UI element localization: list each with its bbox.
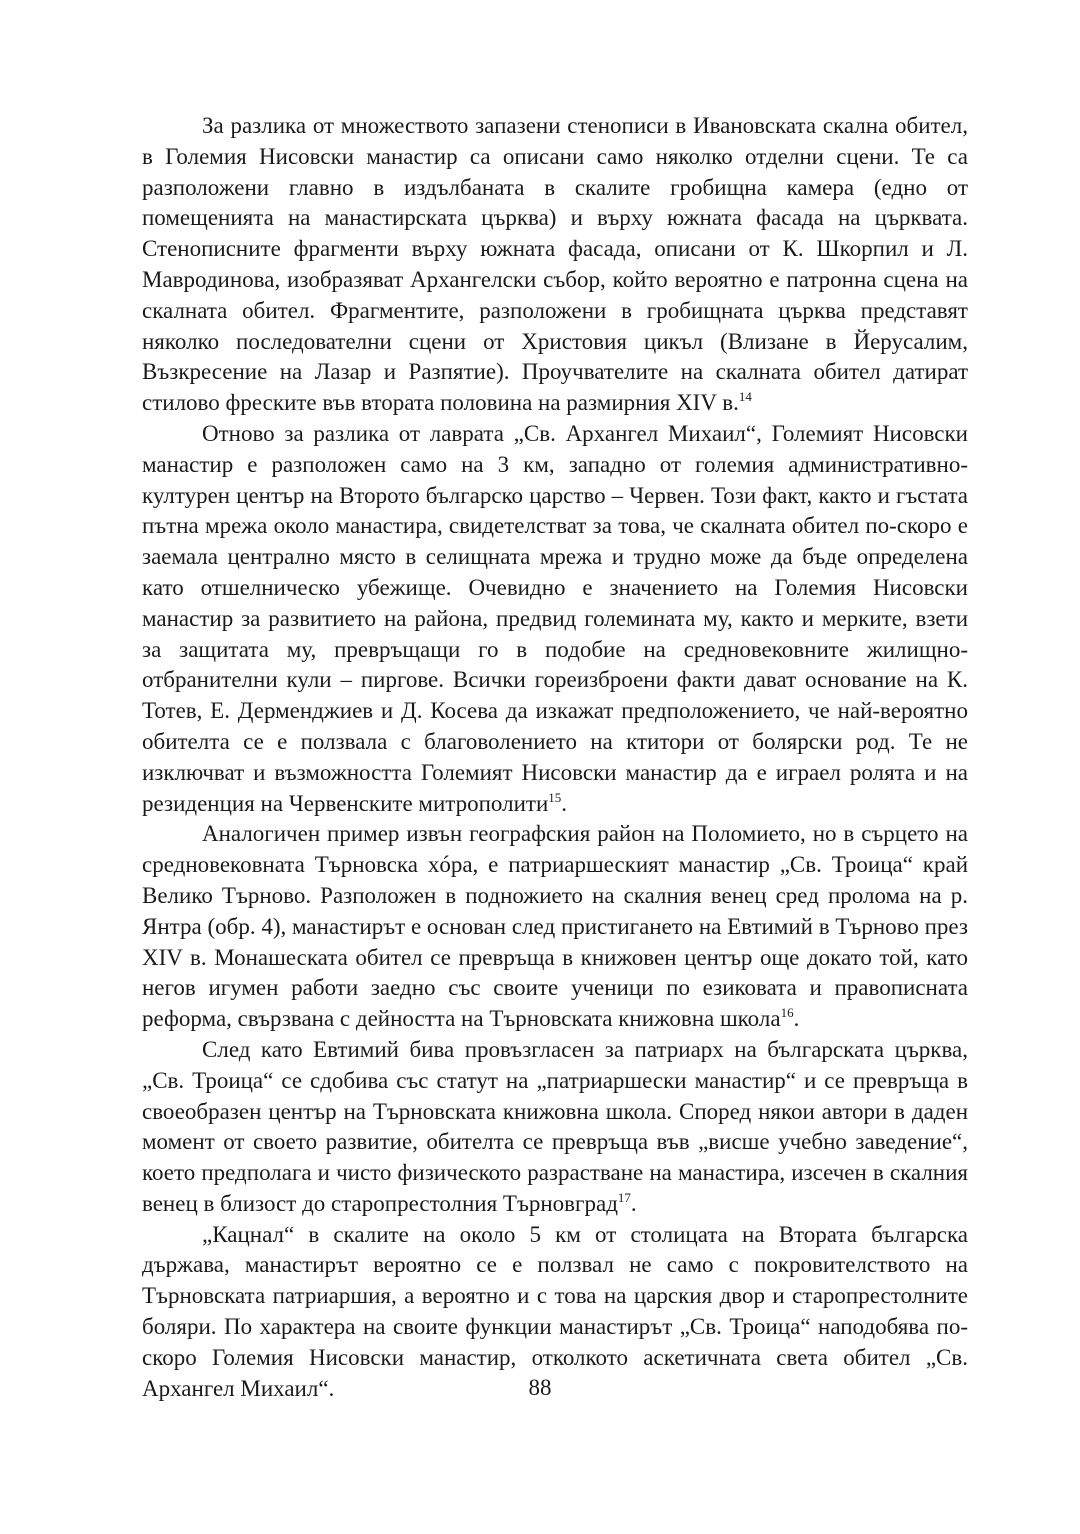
footnote-marker-14: 14	[738, 389, 752, 405]
page-number: 88	[528, 1375, 552, 1400]
paragraph-end-punctuation: .	[793, 1006, 800, 1032]
paragraph-text: За разлика от множеството запазени стенописи в Ивановската скална обител, в Големия Нисовски манастир са описани само няколко отделни сцени. Те са разположени главно в издълбаната в скалите гробищна камера (едно от помещенията на манастирската църква) и върху южната фасада на църквата. Стенописните фрагменти върху южната фасада, описани от К. Шкорпил и Л. Мавродинова, изобразяват Архангелски събор, който вероятно е патронна сцена на скалната обител. Фрагментите, разположени в гробищната църква представят няколко последователни сцени от Христовия цикъл (Влизане в Йерусалим, Възкресение на Лазар и Разпятие). Проучвателите на скалната обител датират стилово фреските във втората половина на размирния XIV в.	[142, 113, 968, 416]
paragraph-text: Аналогичен пример извън географския район на Поломието, но в сърцето на средновековната Търновска хóра, е патриаршеският манастир „Св. Троица“ край Велико Търново. Разположен в подножието на скалния венец сред пролома на р. Янтра (обр. 4), манастирът е основан след пристигането на Евтимий в Търново през XIV в. Монашеската обител се превръща в книжовен център още докато той, като негов игумен работи заедно със своите ученици по езиковата и правописната реформа, свързвана с дейността на Търновската книжовна школа	[142, 821, 968, 1032]
paragraph-text: След като Евтимий бива провъзгласен за патриарх на българската църква, „Св. Троица“ се сдобива със статут на „патриаршески манастир“ и се превръща в своеобразен център на Търновската книжовна школа. Според някои автори в даден момент от своето развитие, обителта се превръща във „висше учебно заведение“, което предполага и чисто физическото разрастване на манастира, изсечен в скалния венец в близост до старопрестолния Търновград	[142, 1036, 968, 1216]
footnote-marker-17: 17	[617, 1189, 631, 1205]
paragraph-1	[142, 111, 968, 419]
paragraph-end-punctuation: .	[630, 1190, 637, 1216]
paragraph-4	[142, 1035, 968, 1220]
footnote-marker-16: 16	[780, 1005, 794, 1021]
paragraph-text: Отново за разлика от лаврата „Св. Архангел Михаил“, Големият Нисовски манастир е разположен само на 3 км, западно от големия административно-културен център на Второто българско царство – Червен. Този факт, както и гъстата пътна мрежа около манастира, свидетелстват за това, че скалната обител по-скоро е заемала централно място в селищната мрежа и трудно може да бъде определена като отшелническо убежище. Очевидно е значението на Големия Нисовски манастир за развитието на района, предвид големината му, както и мерките, взети за защитата му, превръщащи го в подобие на средновековните жилищно-отбранителни кули – пиргове. Всички гореизброени факти дават основание на К. Тотев, Е. Дерменджиев и Д. Косева да изкажат предположението, че най-вероятно обителта се е ползвала с благоволението на ктитори от болярски род. Те не изключват и възможността Големият Нисовски манастир да е играел ролята и на резиденция на Червенските митрополити	[142, 420, 968, 816]
body-text	[142, 111, 968, 1404]
paragraph-text: „Кацнал“ в скалите на около 5 км от столицата на Втората българска държава, манастирът вероятно се е ползвал не само с покровителството на Търновската патриаршия, а вероятно и с това на царския двор и старопрестолните боляри. По характера на своите функции манастирът „Св. Троица“ наподобява по-скоро Големия Нисовски манастир, отколкото аскетичната света обител „Св. Архангел Михаил“.	[142, 1221, 968, 1401]
paragraph-end-punctuation: .	[561, 790, 568, 816]
paragraph-3	[142, 819, 968, 1035]
footnote-marker-15: 15	[548, 789, 562, 805]
paragraph-2	[142, 419, 968, 819]
